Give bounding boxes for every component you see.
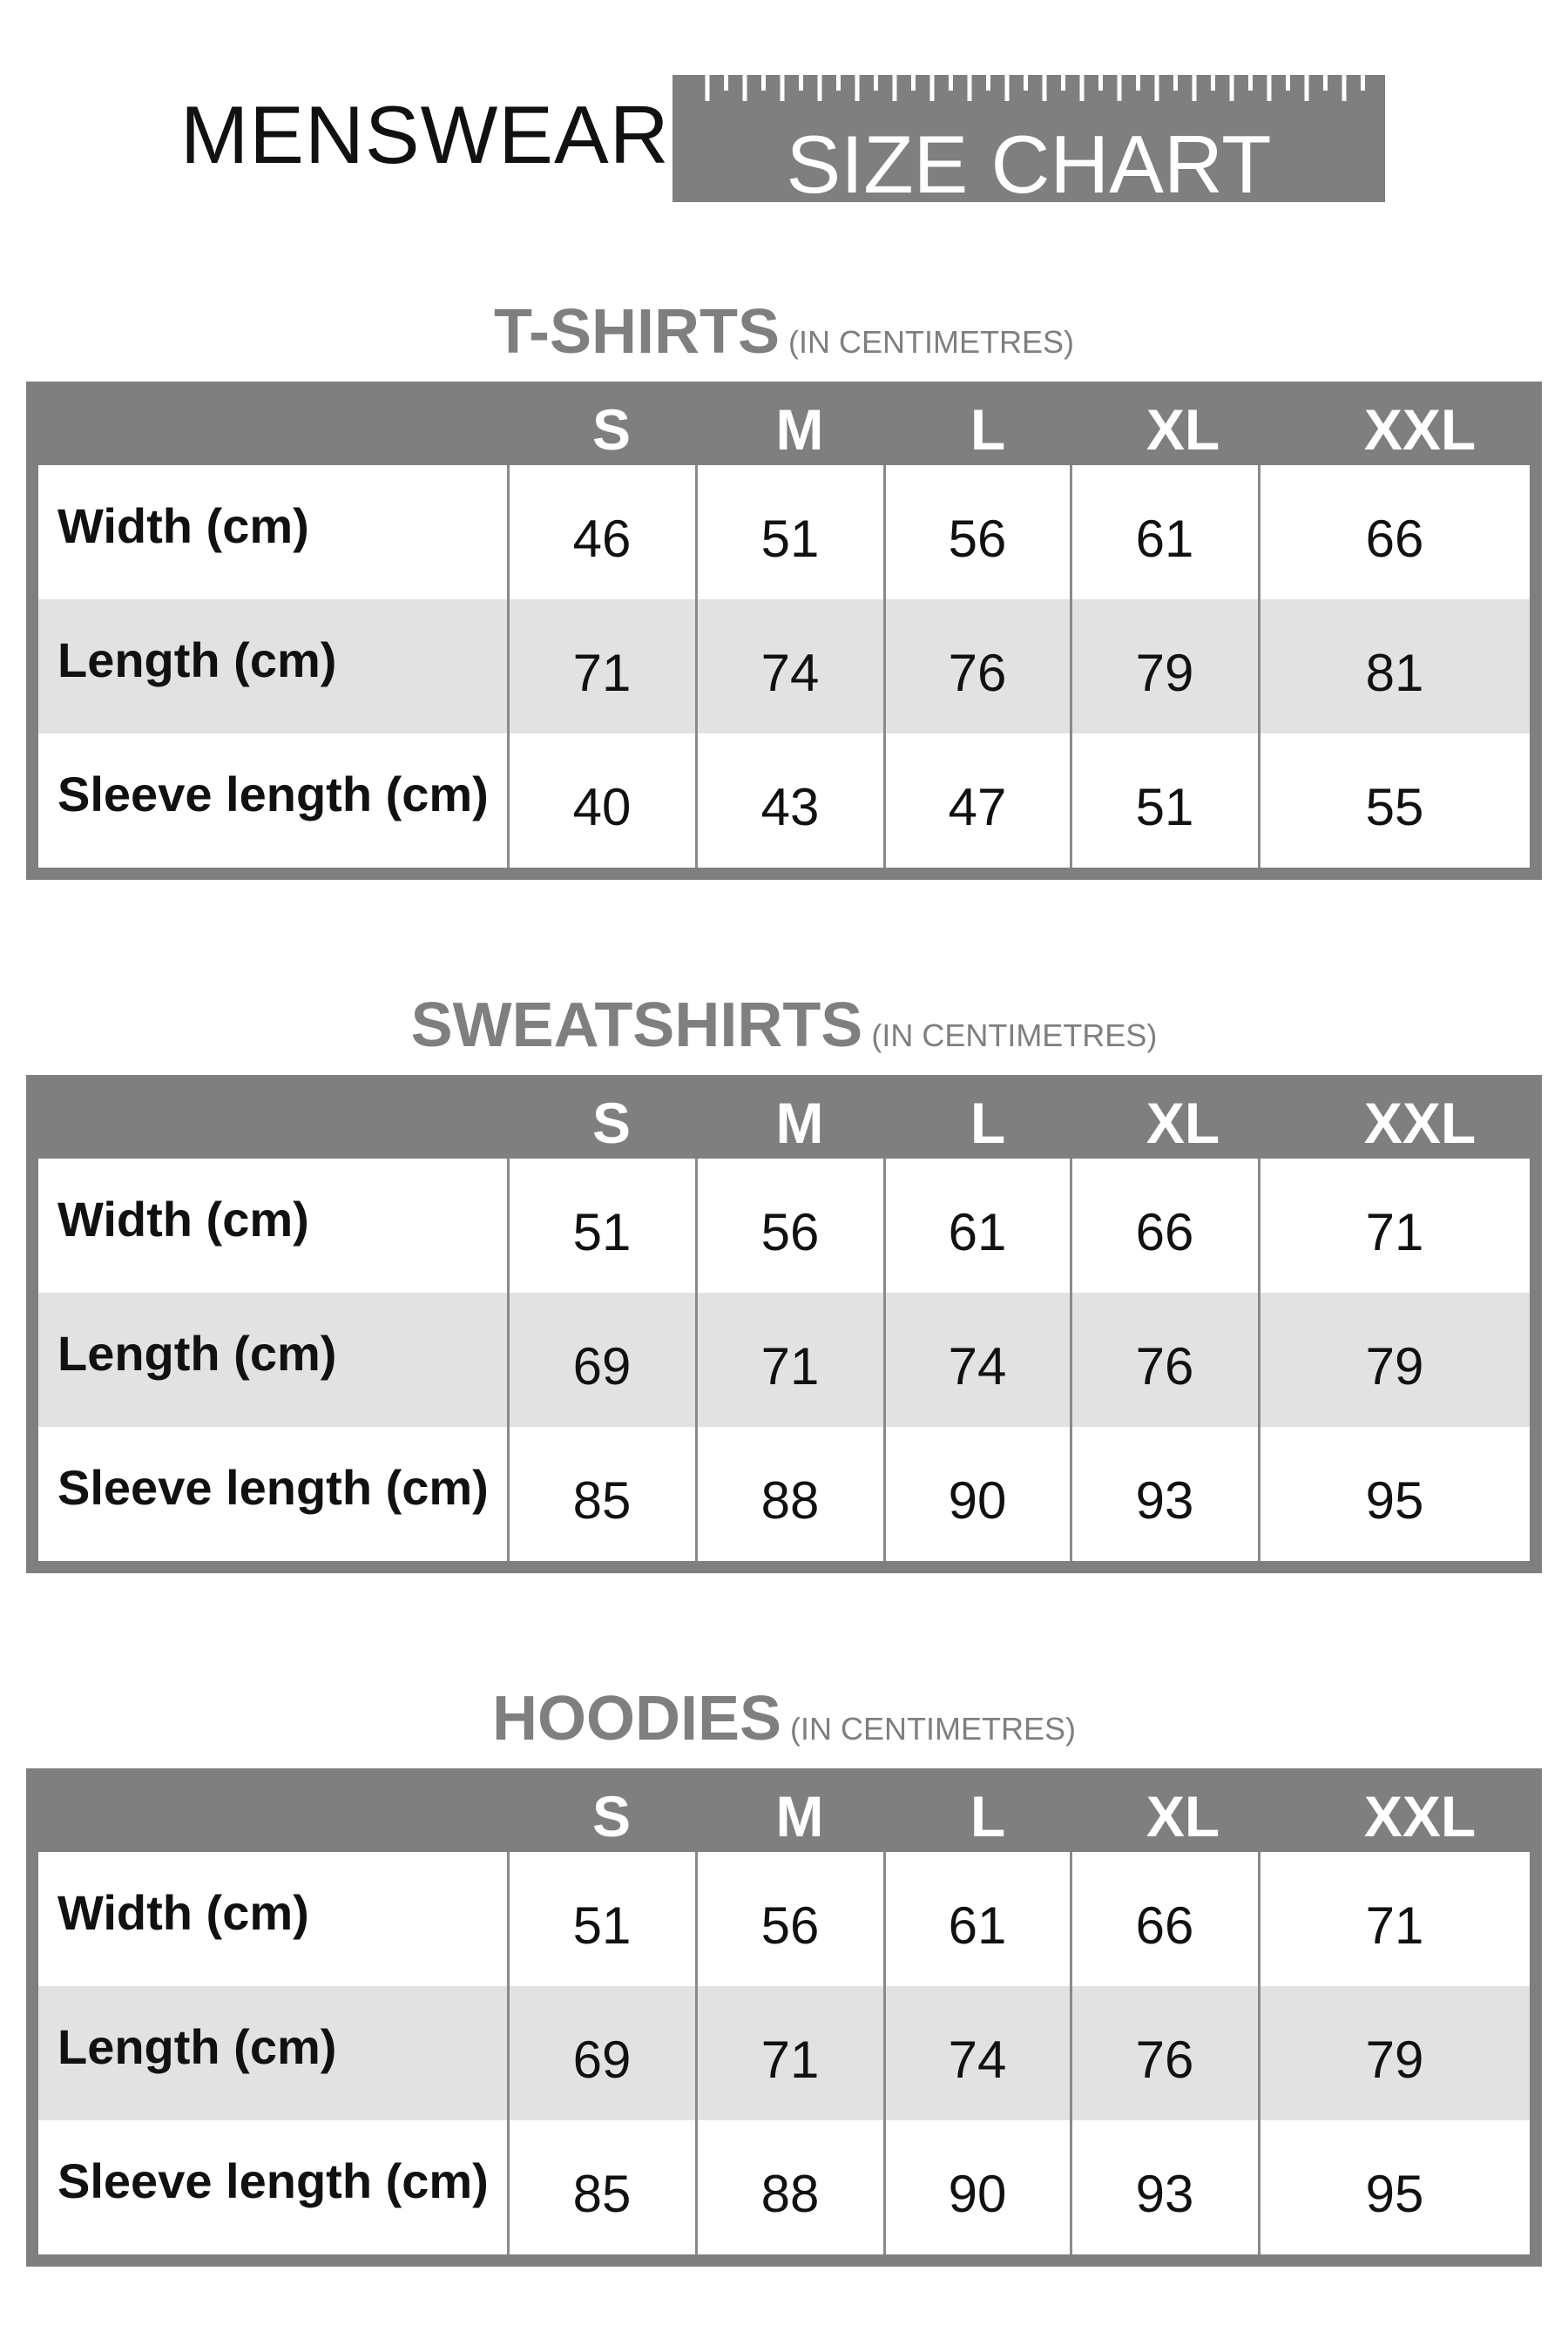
- section-title-unit: (IN CENTIMETRES): [871, 1017, 1158, 1053]
- column-divider: [695, 465, 698, 868]
- table-cell: 76: [1135, 2031, 1194, 2089]
- table-header: [26, 382, 1542, 465]
- table-cell: 81: [1365, 644, 1424, 702]
- row-label: Sleeve length (cm): [57, 767, 489, 821]
- size-header-s: S: [591, 397, 632, 462]
- table-cell: 93: [1135, 2165, 1194, 2223]
- table-cell: 71: [572, 644, 632, 702]
- brand-title: MENSWEAR: [180, 89, 670, 180]
- table-cell: 74: [948, 2031, 1007, 2089]
- size-header-xl: XL: [1146, 1091, 1220, 1155]
- size-chart-banner: [672, 75, 1385, 210]
- tshirts-section: [26, 287, 1542, 880]
- table-cell: 74: [760, 644, 820, 702]
- table-cell: 88: [760, 2165, 820, 2223]
- table-row: [38, 465, 1530, 599]
- section-title-main: T-SHIRTS: [493, 297, 780, 367]
- row-label: Sleeve length (cm): [57, 1460, 489, 1515]
- table-cell: 90: [948, 1471, 1007, 1530]
- column-divider: [695, 1852, 698, 2254]
- table-row: [38, 1159, 1530, 1293]
- size-header-m: M: [775, 1091, 824, 1155]
- table-row: [38, 2120, 1530, 2254]
- table-header: [26, 1075, 1542, 1159]
- table-cell: 46: [572, 510, 632, 568]
- size-header-xl: XL: [1146, 1784, 1220, 1848]
- table-cell: 85: [572, 1471, 632, 1530]
- table-cell: 66: [1135, 1203, 1194, 1261]
- table-cell: 76: [1135, 1337, 1194, 1396]
- size-table: [26, 382, 1542, 880]
- size-header-s: S: [591, 1091, 632, 1155]
- table-cell: 85: [572, 2165, 632, 2223]
- section-title-unit: (IN CENTIMETRES): [788, 324, 1074, 360]
- column-divider: [883, 1159, 886, 1561]
- column-divider: [883, 465, 886, 868]
- size-header-xxl: XXL: [1363, 1091, 1477, 1155]
- table-header: [26, 1768, 1542, 1852]
- table-cell: 79: [1365, 2031, 1424, 2089]
- ruler-icon: [672, 75, 1385, 110]
- column-divider: [1258, 1852, 1260, 2254]
- table-cell: 66: [1135, 1896, 1194, 1955]
- column-divider: [1070, 465, 1072, 868]
- table-body: [38, 1852, 1530, 2254]
- table-body: [38, 465, 1530, 868]
- table-row: [38, 1986, 1530, 2120]
- table-cell: 51: [572, 1896, 632, 1955]
- table-cell: 51: [760, 510, 820, 568]
- table-cell: 47: [948, 778, 1007, 836]
- size-header-xl: XL: [1146, 397, 1220, 462]
- size-header-m: M: [775, 1784, 824, 1848]
- column-divider: [695, 1159, 698, 1561]
- table-row: [38, 1293, 1530, 1427]
- table-cell: 76: [948, 644, 1007, 702]
- table-body: [38, 1159, 1530, 1561]
- column-divider: [1070, 1852, 1072, 2254]
- table-cell: 95: [1365, 2165, 1424, 2223]
- table-cell: 74: [948, 1337, 1007, 1396]
- table-cell: 79: [1365, 1337, 1424, 1396]
- table-cell: 51: [1135, 778, 1194, 836]
- size-header-l: L: [970, 397, 1006, 462]
- column-divider: [1070, 1159, 1072, 1561]
- table-cell: 93: [1135, 1471, 1194, 1530]
- column-divider: [1258, 1159, 1260, 1561]
- row-label: Length (cm): [57, 1326, 337, 1381]
- section-title-main: HOODIES: [491, 1684, 782, 1754]
- section-title: [26, 1683, 1542, 1754]
- section-title-main: SWEATSHIRTS: [410, 990, 863, 1060]
- column-divider: [507, 1852, 510, 2254]
- table-cell: 69: [572, 1337, 632, 1396]
- column-divider: [507, 465, 510, 868]
- section-title-unit: (IN CENTIMETRES): [790, 1711, 1077, 1747]
- table-cell: 71: [760, 2031, 820, 2089]
- size-header-l: L: [970, 1784, 1006, 1848]
- table-cell: 43: [760, 778, 820, 836]
- size-header-l: L: [970, 1091, 1006, 1155]
- table-cell: 69: [572, 2031, 632, 2089]
- table-cell: 61: [948, 1896, 1007, 1955]
- section-title: [26, 296, 1542, 368]
- header: [0, 0, 1568, 226]
- table-cell: 66: [1365, 510, 1424, 568]
- table-cell: 71: [760, 1337, 820, 1396]
- size-header-xxl: XXL: [1363, 1784, 1477, 1848]
- table-row: [38, 599, 1530, 733]
- row-label: Width (cm): [57, 1885, 309, 1940]
- size-header-m: M: [775, 397, 824, 462]
- size-header-xxl: XXL: [1363, 397, 1477, 462]
- row-label: Length (cm): [57, 2019, 337, 2074]
- table-cell: 55: [1365, 778, 1424, 836]
- size-table: [26, 1768, 1542, 2267]
- table-cell: 61: [1135, 510, 1194, 568]
- size-header-s: S: [591, 1784, 632, 1848]
- table-cell: 56: [948, 510, 1007, 568]
- row-label: Sleeve length (cm): [57, 2153, 489, 2208]
- table-cell: 56: [760, 1203, 820, 1261]
- table-cell: 95: [1365, 1471, 1424, 1530]
- row-label: Length (cm): [57, 632, 337, 687]
- table-cell: 71: [1365, 1203, 1424, 1261]
- table-cell: 61: [948, 1203, 1007, 1261]
- table-row: [38, 1427, 1530, 1561]
- section-title: [26, 990, 1542, 1061]
- table-cell: 56: [760, 1896, 820, 1955]
- table-cell: 79: [1135, 644, 1194, 702]
- hoodies-section: [26, 1674, 1542, 2267]
- size-table: [26, 1075, 1542, 1573]
- table-cell: 71: [1365, 1896, 1424, 1955]
- table-row: [38, 733, 1530, 868]
- table-cell: 90: [948, 2165, 1007, 2223]
- column-divider: [1258, 465, 1260, 868]
- table-cell: 40: [572, 778, 632, 836]
- column-divider: [507, 1159, 510, 1561]
- banner-title: SIZE CHART: [786, 118, 1272, 210]
- table-cell: 51: [572, 1203, 632, 1261]
- table-cell: 88: [760, 1471, 820, 1530]
- row-label: Width (cm): [57, 498, 309, 553]
- column-divider: [883, 1852, 886, 2254]
- sweatshirts-section: [26, 981, 1542, 1573]
- row-label: Width (cm): [57, 1192, 309, 1247]
- table-row: [38, 1852, 1530, 1986]
